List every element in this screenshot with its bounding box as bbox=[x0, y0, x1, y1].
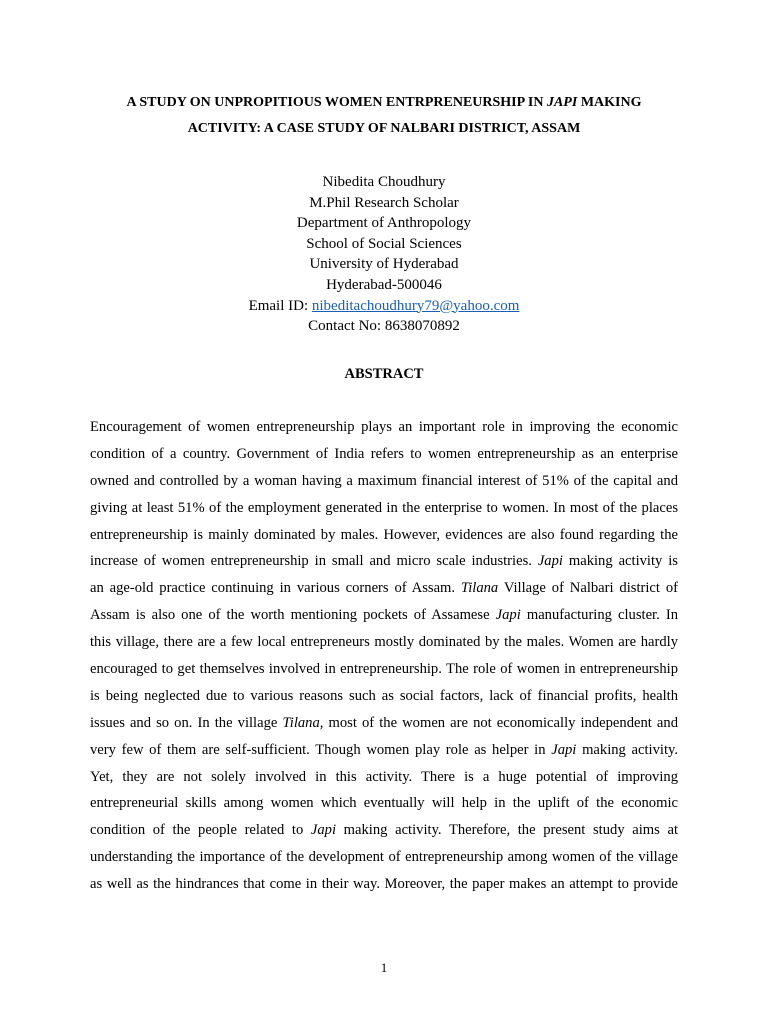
author-school: School of Social Sciences bbox=[306, 235, 462, 252]
abstract-text: this village, there are a few local entrepreneurs mostly dominated by the males. Women are hardly bbox=[90, 634, 678, 651]
abstract-line bbox=[90, 441, 678, 468]
title-line-2: ACTIVITY: A CASE STUDY OF NALBARI DISTRICT, ASSAM bbox=[187, 121, 581, 136]
title-italic-japi: JAPI bbox=[546, 95, 578, 110]
abstract-text: an age-old practice continuing in various corners of Assam. bbox=[90, 580, 461, 597]
author-position: M.Phil Research Scholar bbox=[309, 194, 459, 211]
abstract-line bbox=[90, 817, 678, 844]
abstract-text: Encouragement of women entrepreneurship plays an important role in improving the economic bbox=[90, 419, 678, 435]
abstract-text: condition of the people related to bbox=[90, 822, 311, 839]
abstract-line bbox=[90, 790, 678, 817]
abstract-italic-term: Japi bbox=[537, 553, 563, 570]
abstract-italic-term: Japi bbox=[310, 822, 337, 839]
abstract-text: entrepreneurship is mainly dominated by males. However, evidences are also found regarding the bbox=[90, 526, 678, 543]
abstract-heading: ABSTRACT bbox=[344, 366, 424, 382]
abstract-text: encouraged to get themselves involved in entrepreneurship. The role of women in entrepreneurship bbox=[90, 661, 678, 678]
abstract-line bbox=[90, 602, 678, 629]
abstract-line bbox=[90, 629, 678, 656]
abstract-text: condition of a country. Government of India refers to women entrepreneurship as an enterprise bbox=[90, 445, 678, 462]
abstract-text: Assam is also one of the worth mentioning pockets of Assamese bbox=[90, 607, 496, 624]
abstract-line bbox=[90, 522, 678, 549]
abstract-line bbox=[90, 683, 678, 710]
abstract-text: owned and controlled by a woman having a maximum financial interest of 51% of the capital and bbox=[90, 472, 678, 489]
abstract-body bbox=[90, 414, 678, 898]
title-line-1: A STUDY ON UNPROPITIOUS WOMEN ENTRPRENEURSHIP IN JAPI MAKING bbox=[126, 95, 642, 110]
abstract-line bbox=[90, 710, 678, 737]
abstract-line bbox=[90, 764, 678, 791]
author-city: Hyderabad-500046 bbox=[326, 276, 442, 293]
abstract-text: making activity. bbox=[576, 741, 678, 758]
paper-title bbox=[70, 90, 698, 142]
author-contact: Contact No: 8638070892 bbox=[308, 318, 460, 335]
abstract-italic-term: Tilana bbox=[460, 580, 499, 597]
abstract-text: very few of them are self-sufficient. Though women play role as helper in bbox=[90, 741, 552, 758]
abstract-text: Village of Nalbari district of bbox=[498, 580, 678, 597]
abstract-italic-term: Japi bbox=[495, 607, 521, 624]
abstract-text: giving at least 51% of the employment generated in the enterprise to women. In most of the places bbox=[90, 499, 678, 516]
abstract-text: making activity. Therefore, the present study aims at bbox=[336, 822, 678, 839]
abstract-text: Yet, they are not solely involved in this activity. There is a huge potential of improving bbox=[90, 768, 678, 785]
abstract-italic-term: Japi bbox=[551, 741, 577, 758]
abstract-text: understanding the importance of the development of entrepreneurship among women of the village bbox=[90, 849, 678, 866]
abstract-line bbox=[90, 656, 678, 683]
abstract-line bbox=[90, 575, 678, 602]
abstract-text: as well as the hindrances that come in their way. Moreover, the paper makes an attempt to provide bbox=[90, 876, 678, 893]
email-label: Email ID: bbox=[248, 297, 312, 314]
abstract-text: most of the women are not economically independent and bbox=[323, 714, 678, 731]
abstract-line bbox=[90, 495, 678, 522]
author-info bbox=[0, 172, 768, 337]
abstract-text: manufacturing cluster. In bbox=[520, 607, 678, 624]
abstract-line bbox=[90, 844, 678, 871]
abstract-text: increase of women entrepreneurship in small and micro scale industries. bbox=[90, 553, 538, 570]
author-name: Nibedita Choudhury bbox=[322, 174, 446, 190]
abstract-line bbox=[90, 414, 678, 441]
email-link[interactable]: nibeditachoudhury79@yahoo.com bbox=[311, 297, 520, 314]
abstract-text: making activity is bbox=[562, 553, 678, 570]
page-number: 1 bbox=[380, 960, 388, 975]
author-university: University of Hyderabad bbox=[309, 256, 459, 273]
abstract-text: entrepreneurial skills among women which eventually will help in the uplift of the economic bbox=[90, 795, 678, 812]
abstract-text: is being neglected due to various reasons such as social factors, lack of financial profits, health bbox=[90, 687, 678, 704]
abstract-line bbox=[90, 468, 678, 495]
abstract-line bbox=[90, 737, 678, 764]
abstract-text: issues and so on. In the village bbox=[90, 714, 283, 731]
author-department: Department of Anthropology bbox=[296, 215, 472, 232]
abstract-italic-term: Tilana, bbox=[282, 714, 324, 731]
abstract-line bbox=[90, 871, 678, 898]
author-email-line bbox=[0, 296, 768, 317]
abstract-line bbox=[90, 548, 678, 575]
